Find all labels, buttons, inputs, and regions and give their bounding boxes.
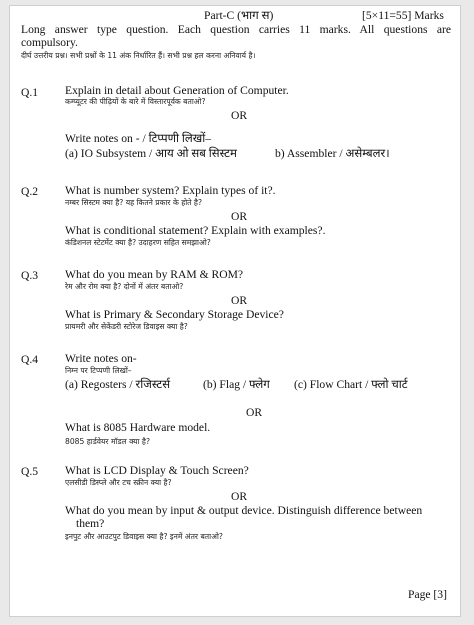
q2-a-en: What is number system? Explain types of it?. — [65, 184, 276, 197]
q2-b-en: What is conditional statement? Explain with examples?. — [65, 224, 326, 237]
q5-a-en: What is LCD Display & Touch Screen? — [65, 464, 249, 477]
q3-b-hi: प्रायमरी और सेकेंडरी स्टोरेज डिवाइस क्या है? — [65, 322, 188, 331]
q5-b-en-line1: What do you mean by input & output device. Distinguish difference between — [65, 504, 423, 517]
q5-or: OR — [231, 490, 248, 503]
q4-a-opt3: (c) Flow Chart / फ्लो चार्ट — [294, 378, 408, 391]
q2-or: OR — [231, 210, 248, 223]
q5-number: Q.5 — [21, 465, 39, 478]
marks-label: [5×11=55] Marks — [362, 9, 444, 22]
q4-a-opt2: (b) Flag / फ्लेग — [203, 378, 270, 391]
q1-b-opt2: b) Assembler / असेम्बलर। — [275, 147, 390, 160]
q4-a-opt1: (a) Regosters / रजिस्टर्स — [65, 378, 171, 391]
q5-a-hi: एलसीडी डिस्प्ले और टच स्क्रीन क्या है? — [65, 478, 172, 487]
q1-b-opt1: (a) IO Subsystem / आय ओ सब सिस्टम — [65, 147, 237, 160]
q1-a-en: Explain in detail about Generation of Computer. — [65, 84, 289, 97]
part-heading: Part-C (भाग स) — [204, 9, 274, 22]
q1-b-en: Write notes on - / टिप्पणी लिखों– — [65, 132, 212, 145]
q4-a-en: Write notes on- — [65, 352, 137, 365]
q3-or: OR — [231, 294, 248, 307]
q4-b-hi: 8085 हार्डवेयर मॉडल क्या है? — [65, 437, 150, 446]
q2-b-hi: कंडिशनल स्टेटमेंट क्या है? उदाहरण सहित समझाओ? — [65, 238, 211, 247]
page-number: Page [3] — [408, 588, 447, 601]
q3-b-en: What is Primary & Secondary Storage Device? — [65, 308, 284, 321]
q4-b-en: What is 8085 Hardware model. — [65, 421, 211, 434]
q3-a-hi: रेम और रोम क्या है? दोनों में अंतर बताओ? — [65, 282, 184, 291]
q2-number: Q.2 — [21, 185, 39, 198]
instruction-en-line2: compulsory. — [21, 36, 78, 49]
q1-a-hi: कम्प्यूटर की पीढ़ियों के बारे में विस्तारपूर्वक बताओ? — [65, 97, 206, 106]
q3-number: Q.3 — [21, 269, 39, 282]
q5-b-en-line2: them? — [76, 517, 105, 530]
document-page — [9, 5, 461, 617]
instruction-hi: दीर्घ उत्तरीय प्रश्न। सभी प्रश्नों के 11 अंक निर्धारित हैं। सभी प्रश्न हल करना अनिवार्य है। — [21, 51, 256, 60]
q4-a-hi: निम्न पर टिप्पणी लिखों– — [65, 366, 132, 375]
q1-number: Q.1 — [21, 86, 39, 99]
instruction-en-line1: Long answer type question. Each question carries 11 marks. All questions are — [21, 23, 451, 36]
q3-a-en: What do you mean by RAM & ROM? — [65, 268, 244, 281]
q2-a-hi: नम्बर सिस्टम क्या है? यह कितने प्रकार के होते है? — [65, 198, 202, 207]
q5-b-hi: इनपुट और आउटपुट डिवाइस क्या है? इनमें अंतर बताओ? — [65, 532, 223, 541]
q4-number: Q.4 — [21, 353, 39, 366]
q4-or: OR — [246, 406, 263, 419]
q1-or: OR — [231, 109, 248, 122]
